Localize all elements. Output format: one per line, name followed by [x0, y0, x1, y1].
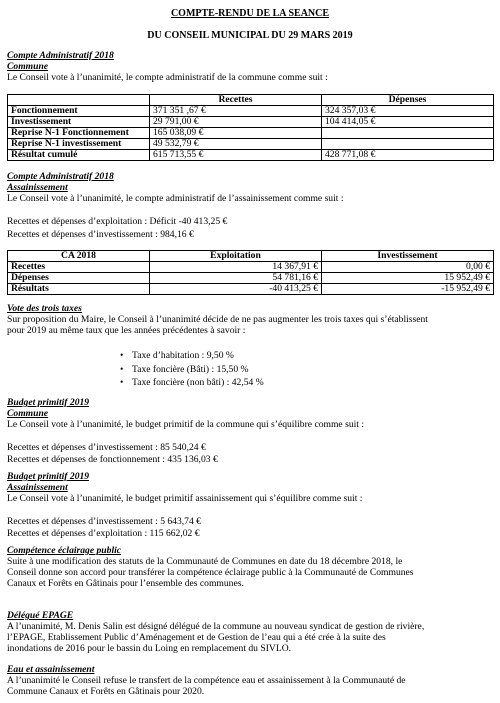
text-line: Recettes et dépenses d’investissement : 984,16 € — [7, 229, 194, 240]
text-line: Recettes et dépenses de fonctionnement : 435 136,03 € — [7, 454, 218, 465]
table-row — [8, 117, 494, 128]
section-subheading: Assainissement — [7, 182, 68, 193]
section-heading: Vote des trois taxes — [7, 303, 82, 314]
cell-depenses: 104 414,05 € — [322, 117, 494, 128]
row-label: Investissement — [8, 117, 150, 128]
table-row — [8, 273, 494, 284]
cell-depenses — [322, 128, 494, 139]
section-heading: Budget primitif 2019 — [7, 471, 90, 482]
section-ca-commune — [7, 50, 493, 83]
cell-investissement: -15 952,49 € — [322, 284, 494, 295]
section-heading: Budget primitif 2019 — [7, 397, 90, 408]
table-header-row — [8, 95, 494, 106]
text-line: Canaux et Forêts en Gâtinais pour l’ensemble des communes. — [7, 578, 244, 589]
row-label: Résultats — [8, 284, 150, 295]
text-line: Sur proposition du Maire, le Conseil à l’unanimité décide de ne pas augmenter les trois taxes qui s’établissent — [7, 314, 428, 325]
list-item: • Taxe foncière (non bâti) : 42,54 % — [120, 376, 493, 390]
section-intro: Le Conseil vote à l’unanimité, le compte administratif de l’assainissement comme suit : — [7, 193, 344, 204]
cell-recettes: 615 713,55 € — [150, 150, 322, 161]
section-taxes — [7, 303, 493, 390]
document-title: COMPTE-RENDU DE LA SEANCE — [170, 8, 330, 19]
text-line: Commune Canaux et Forêts en Gâtinais pour 2020. — [7, 686, 205, 697]
section-bp-assainissement — [7, 471, 493, 539]
document-subtitle: DU CONSEIL MUNICIPAL DU 29 MARS 2019 — [147, 30, 353, 41]
table-row — [8, 128, 494, 139]
cell-recettes: 49 532,79 € — [150, 139, 322, 150]
section-eclairage — [7, 545, 493, 589]
text-line: inondations de 2016 pour le bassin du Loing en remplacement du SIVLO. — [7, 643, 292, 654]
cell-recettes: 165 038,09 € — [150, 128, 322, 139]
section-intro: Le Conseil vote à l’unanimité, le budget primitif assainissement qui s’équilibre comme suit : — [7, 493, 363, 504]
text-line: Suite à une modification des statuts de la Communauté de Communes en date du 18 décembre 2018, le — [7, 556, 403, 567]
section-heading: Délégué EPAGE — [7, 610, 74, 621]
table-row — [8, 262, 494, 273]
table-ca-assainissement — [7, 250, 494, 295]
header-cell: Exploitation — [150, 251, 322, 262]
cell-recettes: 29 791,00 € — [150, 117, 322, 128]
section-intro: Le Conseil vote à l’unanimité, le compte administratif de la commune comme suit : — [7, 72, 328, 83]
cell-depenses: 324 357,03 € — [322, 106, 494, 117]
table-ca-commune — [7, 94, 494, 161]
header-cell: Dépenses — [322, 95, 494, 106]
section-subheading: Commune — [7, 408, 49, 419]
section-heading: Compétence éclairage public — [7, 545, 122, 556]
text-line: pour 2019 au même taux que les années précédentes à savoir : — [7, 325, 246, 336]
taxes-list — [120, 349, 493, 390]
section-subheading: Assainissement — [7, 482, 68, 493]
row-label: Reprise N-1 Fonctionnement — [8, 128, 150, 139]
text-line: Conseil donne son accord pour transférer la compétence éclairage public à la Communauté de Communes — [7, 567, 414, 578]
section-eau — [7, 664, 493, 697]
text-line: Recettes et dépenses d’exploitation : 115 662,02 € — [7, 528, 200, 539]
header-cell — [8, 95, 150, 106]
table-row — [8, 284, 494, 295]
table-ca-commune-wrap — [7, 94, 493, 161]
section-intro: Le Conseil vote à l’unanimité, le budget primitif de la commune qui s’équilibre comme suit : — [7, 419, 365, 430]
cell-depenses — [322, 139, 494, 150]
table-header-row — [8, 251, 494, 262]
row-label: Dépenses — [8, 273, 150, 284]
table-row — [8, 150, 494, 161]
cell-investissement: 15 952,49 € — [322, 273, 494, 284]
table-ca-assainissement-wrap — [7, 250, 493, 295]
cell-depenses: 428 771,08 € — [322, 150, 494, 161]
row-label: Reprise N-1 investissement — [8, 139, 150, 150]
section-ca-assainissement — [7, 171, 493, 240]
cell-recettes: 371 351 ,67 € — [150, 106, 322, 117]
section-heading: Compte Administratif 2018 — [7, 50, 114, 61]
cell-exploitation: 54 781,16 € — [150, 273, 322, 284]
section-heading: Compte Administratif 2018 — [7, 171, 114, 182]
section-heading: Eau et assainissement — [7, 664, 95, 675]
cell-exploitation: 14 367,91 € — [150, 262, 322, 273]
text-line: A l’unanimité, M. Denis Salin est désigné délégué de la commune au nouveau syndicat de gestion de rivière, — [7, 621, 425, 632]
list-item: • Taxe d’habitation : 9,50 % — [120, 349, 493, 363]
list-item: • Taxe foncière (Bâti) : 15,50 % — [120, 363, 493, 377]
header-cell: Investissement — [322, 251, 494, 262]
row-label: Recettes — [8, 262, 150, 273]
table-row — [8, 106, 494, 117]
row-label: Résultat cumulé — [8, 150, 150, 161]
table-row — [8, 139, 494, 150]
text-line: Recettes et dépenses d’investissement : 5 643,74 € — [7, 516, 201, 527]
row-label: Fonctionnement — [8, 106, 150, 117]
text-line: A l’unanimité le Conseil refuse le transfert de la compétence eau et assainissement à la Communauté de — [7, 675, 406, 686]
header-cell: CA 2018 — [8, 251, 150, 262]
section-subheading: Commune — [7, 61, 49, 72]
text-line: l’EPAGE, Etablissement Public d’Aménagement et de Gestion de l’eau qui a été crée à la suite des — [7, 632, 386, 643]
cell-exploitation: -40 413,25 € — [150, 284, 322, 295]
section-epage — [7, 610, 493, 654]
text-line: Recettes et dépenses d’investissement : 85 540,24 € — [7, 442, 206, 453]
header-cell: Recettes — [150, 95, 322, 106]
section-bp-commune — [7, 397, 493, 465]
cell-investissement: 0,00 € — [322, 262, 494, 273]
text-line: Recettes et dépenses d’exploitation : Déficit -40 413,25 € — [7, 216, 228, 227]
